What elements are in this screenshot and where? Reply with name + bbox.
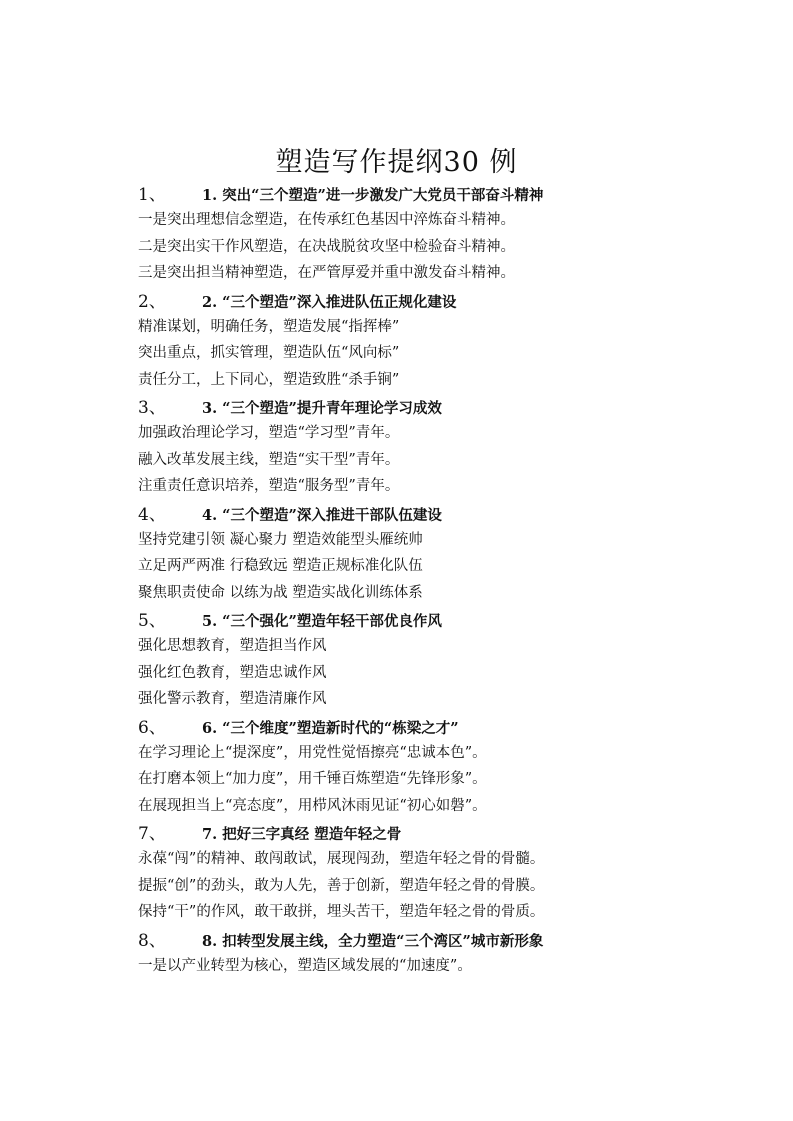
outline-line: 加强政治理论学习，塑造“学习型”青年。 — [138, 425, 400, 441]
section-heading — [138, 606, 758, 633]
outline-line: 融入改革发展主线，塑造“实干型”青年。 — [138, 451, 400, 468]
outline-line: 一是突出理想信念塑造，在传承红色基因中淬炼奋斗精神。 — [138, 212, 515, 228]
section-title: 8. 扣转型发展主线，全力塑造“三个湾区”城市新形象 — [202, 932, 544, 950]
section-number: 5、 — [138, 611, 166, 631]
outline-line: 立足两严两准 行稳致远 塑造正规标准化队伍 — [138, 558, 423, 574]
section-title: 4. “三个塑造”深入推进干部队伍建设 — [202, 506, 442, 524]
section-number: 1、 — [138, 185, 166, 205]
outline-line: 强化警示教育，塑造清廉作风 — [138, 691, 327, 707]
section-heading — [138, 393, 758, 420]
section-title: 5. “三个强化”塑造年轻干部优良作风 — [202, 613, 442, 630]
section-heading — [138, 713, 758, 740]
outline-line: 责任分工，上下同心，塑造致胜“杀手锏” — [138, 371, 400, 388]
section-number: 3、 — [138, 398, 166, 418]
outline-line: 突出重点，抓实管理，塑造队伍“风向标” — [138, 345, 400, 361]
outline-line: 在学习理论上“提深度”，用党性觉悟擦亮“忠诚本色”。 — [138, 744, 487, 761]
outline-line: 二是突出实干作风塑造，在决战脱贫攻坚中检验奋斗精神。 — [138, 238, 515, 255]
outline-line: 一是以产业转型为核心，塑造区域发展的“加速度”。 — [138, 957, 472, 974]
outline-line: 永葆“闯”的精神、敢闯敢试，展现闯劲，塑造年轻之骨的骨髓。 — [138, 851, 545, 867]
section-title: 6. “三个维度”塑造新时代的“栋梁之才” — [202, 719, 459, 737]
section-title: 7. 把好三字真经 塑造年轻之骨 — [202, 826, 402, 843]
section-number: 8、 — [138, 930, 166, 951]
section-heading — [138, 500, 758, 527]
section-number: 2、 — [138, 291, 166, 312]
section-heading — [138, 180, 758, 207]
outline-line: 在打磨本领上“加力度”，用千锤百炼塑造“先锋形象”。 — [138, 771, 487, 787]
outline-line: 提振“创”的劲头，敢为人先，善于创新，塑造年轻之骨的骨膜。 — [138, 877, 545, 894]
outline-line: 聚焦职责使命 以练为战 塑造实战化训练体系 — [138, 584, 423, 601]
outline-line: 保持“干”的作风，敢干敢拼，埋头苦干，塑造年轻之骨的骨质。 — [138, 904, 545, 920]
outline-line: 强化思想教育，塑造担当作风 — [138, 638, 327, 654]
outline-line: 精准谋划，明确任务，塑造发展“指挥棒” — [138, 318, 400, 335]
section-number: 6、 — [138, 717, 166, 738]
section-title: 2. “三个塑造”深入推进队伍正规化建设 — [202, 293, 457, 311]
outline-line: 注重责任意识培养，塑造“服务型”青年。 — [138, 478, 400, 494]
section-title: 1. 突出“三个塑造”进一步激发广大党员干部奋斗精神 — [202, 187, 544, 204]
outline-line: 三是突出担当精神塑造，在严管厚爱并重中激发奋斗精神。 — [138, 265, 515, 281]
section-heading — [138, 819, 758, 846]
section-number: 7、 — [138, 824, 166, 844]
outline-content — [138, 180, 758, 979]
section-heading — [138, 926, 758, 953]
outline-line: 坚持党建引领 凝心聚力 塑造效能型头雁统帅 — [138, 531, 423, 548]
section-title: 3. “三个塑造”提升青年理论学习成效 — [202, 400, 442, 417]
page-title: 塑造写作提纲30 例 — [275, 147, 518, 178]
outline-line: 在展现担当上“亮态度”，用栉风沐雨见证“初心如磐”。 — [138, 797, 487, 814]
section-number: 4、 — [138, 504, 166, 525]
outline-line: 强化红色教育，塑造忠诚作风 — [138, 664, 327, 681]
section-heading — [138, 287, 758, 314]
